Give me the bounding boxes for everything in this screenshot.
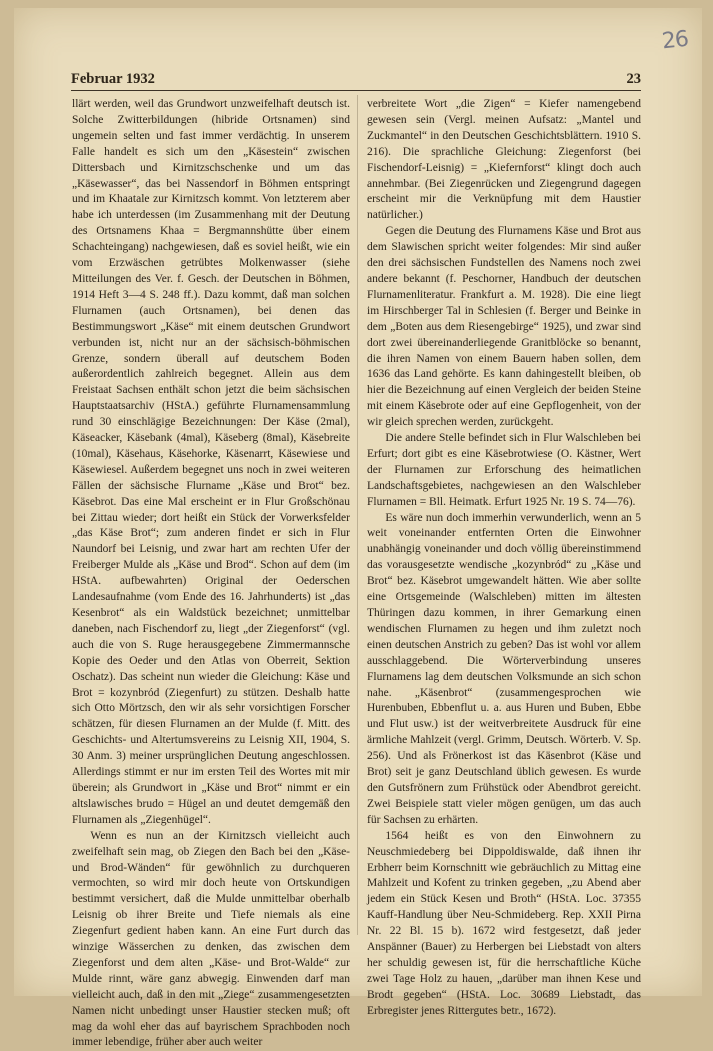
paragraph: Gegen die Deutung des Flurnamens Käse und Brot aus dem Slawischen spricht weiter folgendes: Mir sind außer den drei sächsischen Fundstellen des Namens noch zwei andere bekannt (f. Peschorner, Handbuch der deutschen Flurnamenliteratur. Frankfurt a. M. 1928). Die eine liegt im Hirschberger Tal in Schlesien (f. Berger und Beinke in dem „Boten aus dem Riesengebirge“ 1925), und zwar sind dort zwei übereinanderliegende Granitblöcke so benannt, die ihren Namen von einem Bauern haben sollen, dem 1636 das Land gehörte. Es kann dahingestellt bleiben, ob hier die Bezeichnung auf einen Vergleich der beiden Steine mit einem Käsebrote oder auf eine Gepflogenheit, von der wir gleich sprechen werden, zurückgeht. xyxy=(367,225,641,429)
column-gutter xyxy=(357,95,358,935)
paragraph: Die andere Stelle befindet sich in Flur Walschleben bei Erfurt; dort gibt es eine Käsebrotwiese (O. Kästner, Wert der Flurnamen zur Erforschung des heimatlichen Landschaftsgebietes, nachgewiesen an den Walschleber Flurnamen = Bll. Heimatk. Erfurt 1925 Nr. 19 S. 74—76). xyxy=(367,432,641,508)
left-column xyxy=(72,97,350,1051)
header-page-number: 23 xyxy=(626,71,641,87)
header-rule xyxy=(71,90,641,91)
running-header xyxy=(71,71,641,88)
header-date: Februar 1932 xyxy=(71,71,155,87)
paragraph: 1564 heißt es von den Einwohnern zu Neuschmiedeberg bei Dippoldiswalde, daß ihnen ihr Erbherr beim Kornschnitt wie gebräuchlich zu Mittag eine Mahlzeit und Kofent zu trinken gegeben, „zu Abend aber jedem ein Stück Kesen und Broth“ (HStA. Loc. 37355 Kauff-Handlung über Neu-Schmideberg. Rep. XXII Pirna Nr. 22 Bl. 15 b). 1672 wird festgesetzt, daß jeder Anspänner (Bauer) zu Herbergen bei Liebstadt von alters her schuldig gewesen ist, für die herrschaftliche Küche zwei Tage Holz zu hauen, „darüber man ihnen Kese und Brodt gegeben“ (HStA. Loc. 30689 Liebstadt, das Erbregister jenes Rittergutes betr., 1672). xyxy=(367,829,641,1017)
right-column xyxy=(367,97,641,1020)
paragraph: llärt werden, weil das Grundwort unzweifelhaft deutsch ist. Solche Zwitterbildungen (hibride Ortsnamen) sind ungemein selten und fast immer verdächtig. In unserem Falle handelt es sich um den „Käsestein“ zwischen Dittersbach und Kirnitzschschenke und um das „Käsewasser“, das bei Nassendorf in Böhmen entspringt und im Khaatale zur Kirnitzsch kommt. Von letzterem aber habe ich unterdessen (im Zusammenhang mit der Deutung des Ortsnamens Khaa = Bergmannshütte über einem Schachteingang) nachgewiesen, daß es soviel heißt, wie ein vom Erzwäschen getrübtes Molkenwasser (siehe Mitteilungen des Ver. f. Gesch. der Deutschen in Böhmen, 1914 Heft 3—4 S. 248 ff.). Dazu kommt, daß man solchen Flurnamen (auch Ortsnamen), bei denen das Bestimmungswort „Käse“ mit einem deutschen Grundwort verbunden ist, nicht nur an der sächsisch-böhmischen Grenze, sondern überall auf deutschem Boden außerordentlich zahlreich begegnet. Allein aus dem Freistaat Sachsen enthält schon jetzt die beim sächsischen Hauptstaatsarchiv (HStA.) geführte Flurnamensammlung rund 30 einschlägige Bezeichnungen: Der Käse (2mal), Käseacker, Käsebank (4mal), Käseberg (8mal), Käsebreite (10mal), Käsehaus, Käsehorke, Käsenarrt, Käsewiese und Käsewiesel. Außerdem begegnet uns noch in zwei weiteren Fällen der sächsische Flurname „Käse und Brot“ bez. Käsebrot. Das eine Mal erscheint er in Flur Großschönau bei Zittau wieder; dort heißt ein Stück der Vorwerksfelder „das Käse Brot“; zum anderen findet er sich in Flur Naundorf bei Leisnig, und zwar hart am rechten Ufer der Freiberger Mulde als „Käse und Brod“. Schon auf dem (im HStA. aufbewahrten) Original der Oederschen Landesaufnahme (vom Ende des 16. Jahrhunderts) ist „das Kesenbrot“ als ein Waldstück bezeichnet; unmittelbar daneben, nach Fischendorf zu, liegt „der Ziegenforst“ (vgl. auch die von S. Ruge herausgegebene Zimmermannsche Kopie des Oeder und den Atlas von Oberreit, Sektion Oschatz). Das scheint nun wieder die Gleichung: Käse und Brot = kozynbród (Ziegenfurt) zu stützen. Deshalb hatte sich Otto Mörtzsch, den wir als sehr vorsichtigen Forscher schätzen, für diesen Flurnamen an der Mulde (f. Mitt. des Geschichts- und Altertumsvereins zu Leisnig XII, 1904, S. 30 Anm. 3) meiner ursprünglichen Deutung angeschlossen. Allerdings stimmt er nur im ersten Teil des Wortes mit mir überein; als Grundwort in „Käse und Brot“ nimmt er ein altslawisches brudo = Hügel an und deutet demgemäß den Flurnamen als „Ziegenhügel“. xyxy=(72,98,350,826)
paragraph: verbreitete Wort „die Zigen“ = Kiefer namengebend gewesen sein (Vergl. meinen Aufsatz: „Mantel und Zuckmantel“ in den Deutschen Geschichtsblättern. 1910 S. 216). Die sprachliche Gleichung: Ziegenforst (bei Fischendorf-Leisnig) = „Kiefernforst“ klingt doch auch annehmbar. (Bei Ziegenrücken und Ziegengrund dagegen erscheint mir die Verknüpfung mit dem Haustier natürlicher.) xyxy=(367,98,641,222)
handwritten-page-number: 26 xyxy=(660,26,690,55)
paragraph: Wenn es nun an der Kirnitzsch vielleicht auch zweifelhaft sein mag, ob Ziegen den Bach bei den „Käse- und Brod-Wänden“ für gewöhnlich zu durchqueren vermochten, so wird mir doch heute von Ortskundigen bestimmt versichert, daß die Mulde unmittelbar oberhalb Leisnig ob ihrer Breite und Tiefe niemals als eine Ziegenfurt gedient haben kann. An eine Furt durch das winzige Wässerchen zu denken, das zwischen dem Ziegenforst und dem alten „Käse- und Brot-Walde“ zur Mulde rinnt, wäre ganz abwegig. Einwenden darf man vielleicht auch, daß in den mit „Ziege“ zusammengesetzten Namen nicht unbedingt unser Haustier stecken muß; oft mag da wohl eher das auf bayrischem Sprachboden noch immer lebendige, früher aber auch weiter xyxy=(72,829,350,1049)
paragraph: Es wäre nun doch immerhin verwunderlich, wenn an 5 weit voneinander entfernten Orten die Einwohner unabhängig voneinander und doch völlig übereinstimmend das vorausgesetzte wendische „kozynbród“ zu „Käse und Brot“ bez. Käsebrot umgewandelt hätten. Wie aber sollte eine Ortsgemeinde (Walschleben) mitten im ältesten Thüringen dazu kommen, in ihrer Gemarkung einen wendischen Flurnamen zu hegen und ihm zuletzt noch einen deutschen Anstrich zu geben? Das ist wohl vor allem ausschlaggebend. Die Wörterverbindung unseres Flurnamens lag dem deutschen Volksmunde an sich schon nahe. „Käsenbrot“ (zusammengesprochen wie Hurenbuben, Ebbenflut u. a. aus Huren und Buben, Ebbe und Flut usw.) ist der weitverbreitete Ausdruck für eine ärmliche Mahlzeit (vergl. Grimm, Deutsch. Wörterb. V. Sp. 256). Und als Frönerkost ist das Käsenbrot (Käse und Brot) seit je ganz Deutschland üblich gewesen. Es wurde den Gutsfrönern zum Frühstück oder Abendbrot gereicht. Zwei Beispiele statt vieler mögen genügen, um das auch für Sachsen zu erhärten. xyxy=(367,511,641,826)
